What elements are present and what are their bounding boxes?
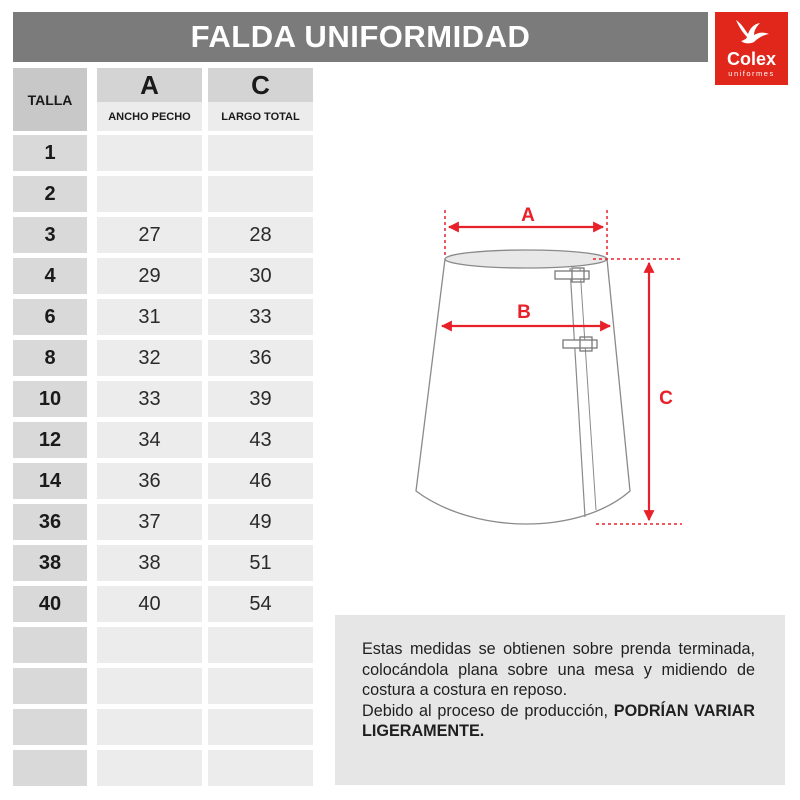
largo-total-cell: 33 xyxy=(208,299,313,335)
ancho-pecho-cell: 32 xyxy=(97,340,202,376)
ancho-pecho-cell: 36 xyxy=(97,463,202,499)
ancho-pecho-cell: 27 xyxy=(97,217,202,253)
logo-brand-text: Colex xyxy=(726,49,777,69)
label-b: B xyxy=(517,302,531,323)
measurement-note xyxy=(335,615,785,785)
ancho-pecho-cell: 33 xyxy=(97,381,202,417)
talla-cell: 14 xyxy=(13,463,87,499)
ancho-pecho-cell: 37 xyxy=(97,504,202,540)
largo-total-cell: 28 xyxy=(208,217,313,253)
talla-cell: 36 xyxy=(13,504,87,540)
ancho-pecho-cell: 31 xyxy=(97,299,202,335)
skirt-outline xyxy=(416,259,630,524)
talla-cell: 12 xyxy=(13,422,87,458)
largo-total-cell: 54 xyxy=(208,586,313,622)
talla-cell xyxy=(13,627,87,663)
talla-cell: 6 xyxy=(13,299,87,335)
talla-cell: 3 xyxy=(13,217,87,253)
largo-total-cell: 39 xyxy=(208,381,313,417)
ancho-pecho-cell xyxy=(97,176,202,212)
ancho-pecho-cell: 29 xyxy=(97,258,202,294)
largo-total-cell xyxy=(208,135,313,171)
column-a-label: ANCHO PECHO xyxy=(97,102,202,131)
ancho-pecho-cell xyxy=(97,627,202,663)
logo-sub-text: uniformes xyxy=(728,69,775,78)
page-title: FALDA UNIFORMIDAD xyxy=(13,12,708,62)
talla-cell: 8 xyxy=(13,340,87,376)
bird-icon xyxy=(733,18,771,48)
largo-total-cell xyxy=(208,709,313,745)
note-line-2-prefix: Debido al proceso de producción, xyxy=(362,701,609,720)
note-line-2 xyxy=(362,701,755,742)
column-header-a xyxy=(97,68,202,131)
largo-total-cell: 49 xyxy=(208,504,313,540)
ancho-pecho-cell xyxy=(97,709,202,745)
talla-cell: 1 xyxy=(13,135,87,171)
largo-total-cell xyxy=(208,176,313,212)
largo-total-cell: 43 xyxy=(208,422,313,458)
talla-cell xyxy=(13,709,87,745)
ancho-pecho-cell xyxy=(97,750,202,786)
largo-total-cell: 51 xyxy=(208,545,313,581)
largo-total-cell: 46 xyxy=(208,463,313,499)
ancho-pecho-cell: 40 xyxy=(97,586,202,622)
ancho-pecho-cell: 34 xyxy=(97,422,202,458)
largo-total-cell xyxy=(208,668,313,704)
talla-cell xyxy=(13,668,87,704)
column-header-c xyxy=(208,68,313,131)
largo-total-cell xyxy=(208,750,313,786)
talla-cell: 10 xyxy=(13,381,87,417)
measure-a xyxy=(445,205,607,255)
ancho-pecho-cell: 38 xyxy=(97,545,202,581)
largo-total-cell: 36 xyxy=(208,340,313,376)
largo-total-cell: 30 xyxy=(208,258,313,294)
skirt-diagram xyxy=(400,195,700,540)
column-a-letter: A xyxy=(140,69,159,100)
talla-header: TALLA xyxy=(13,68,87,131)
note-line-2-bold: PODRÍAN VARIAR LIGERAMENTE. xyxy=(362,701,755,740)
label-a: A xyxy=(521,205,535,226)
ancho-pecho-cell xyxy=(97,135,202,171)
talla-cell: 40 xyxy=(13,586,87,622)
largo-total-cell xyxy=(208,627,313,663)
column-c-label: LARGO TOTAL xyxy=(208,102,313,131)
label-c: C xyxy=(659,388,673,409)
skirt-waistband xyxy=(445,250,607,268)
note-line-1: Estas medidas se obtienen sobre prenda terminada, colocándola plana sobre una mesa y midiendo de costura a costura en reposo. xyxy=(362,640,755,699)
talla-cell: 4 xyxy=(13,258,87,294)
talla-cell: 38 xyxy=(13,545,87,581)
talla-cell: 2 xyxy=(13,176,87,212)
ancho-pecho-cell xyxy=(97,668,202,704)
talla-cell xyxy=(13,750,87,786)
brand-logo xyxy=(715,12,788,85)
column-c-letter: C xyxy=(251,69,270,100)
